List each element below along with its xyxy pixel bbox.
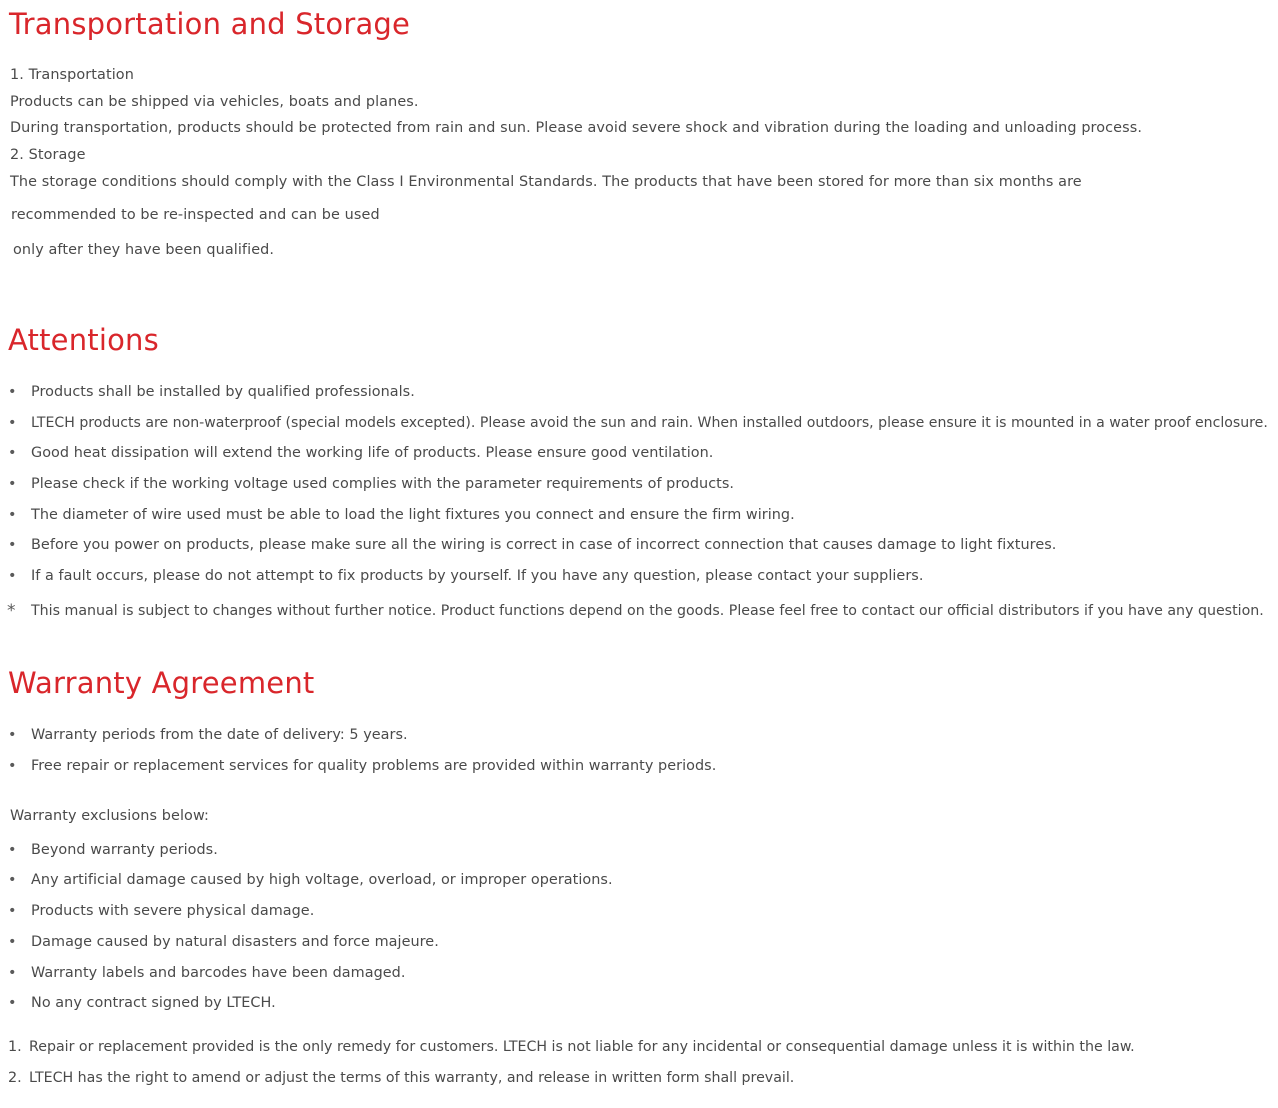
exclusion-item: Products with severe physical damage. [31,903,315,919]
storage-line: recommended to be re-inspected and can be used [11,207,380,223]
exclusion-item: Warranty labels and barcodes have been damaged. [31,965,406,981]
bullet-icon: • [8,507,17,523]
bullet-icon: • [8,903,17,919]
bullet-icon: • [8,568,17,584]
transport-line: Products can be shipped via vehicles, boats and planes. [10,94,419,110]
attention-item: Products shall be installed by qualified professionals. [31,384,415,400]
bullet-icon: • [8,445,17,461]
warranty-term: Repair or replacement provided is the only remedy for customers. LTECH is not liable for any incidental or consequential damage unless it is within the law. [29,1039,1135,1055]
manual-notice: This manual is subject to changes without further notice. Product functions depend on the goods. Please feel free to contact our official distributors if you have any question. [31,603,1264,619]
section-title-transportation: Transportation and Storage [9,7,411,41]
warranty-item: Free repair or replacement services for quality problems are provided within warranty periods. [31,758,717,774]
term-number: 1. [8,1039,22,1055]
exclusion-item: No any contract signed by LTECH. [31,995,276,1011]
section-title-attentions: Attentions [8,323,159,357]
transport-subheading: 1. Transportation [10,67,134,83]
exclusion-item: Beyond warranty periods. [31,842,218,858]
transport-line: During transportation, products should be protected from rain and sun. Please avoid severe shock and vibration during the loading and unloading process. [10,120,1142,136]
storage-line: The storage conditions should comply with the Class I Environmental Standards. The products that have been stored for more than six months are [10,174,1082,190]
bullet-icon: • [8,476,17,492]
attention-item: The diameter of wire used must be able to load the light fixtures you connect and ensure the firm wiring. [31,507,795,523]
term-number: 2. [8,1070,22,1086]
warranty-exclusions-label: Warranty exclusions below: [10,808,209,824]
bullet-icon: • [8,727,17,743]
bullet-icon: • [8,758,17,774]
bullet-icon: • [8,872,17,888]
bullet-icon: • [8,842,17,858]
bullet-icon: • [8,415,17,431]
asterisk-icon: * [7,601,16,621]
bullet-icon: • [8,934,17,950]
attention-item: Good heat dissipation will extend the working life of products. Please ensure good ventilation. [31,445,714,461]
attention-item: Please check if the working voltage used complies with the parameter requirements of products. [31,476,735,492]
bullet-icon: • [8,537,17,553]
attention-item: If a fault occurs, please do not attempt to fix products by yourself. If you have any question, please contact your suppliers. [31,568,924,584]
bullet-icon: • [8,965,17,981]
bullet-icon: • [8,995,17,1011]
storage-subheading: 2. Storage [10,147,86,163]
storage-line: only after they have been qualified. [13,242,275,258]
section-title-warranty: Warranty Agreement [8,666,315,700]
exclusion-item: Damage caused by natural disasters and force majeure. [31,934,439,950]
bullet-icon: • [8,384,17,400]
warranty-term: LTECH has the right to amend or adjust the terms of this warranty, and release in written form shall prevail. [29,1070,795,1086]
attention-item: Before you power on products, please make sure all the wiring is correct in case of incorrect connection that causes damage to light fixtures. [31,537,1057,553]
attention-item: LTECH products are non-waterproof (special models excepted). Please avoid the sun and rain. When installed outdoors, please ensure it is mounted in a water proof enclosure. [31,415,1268,431]
warranty-item: Warranty periods from the date of delivery: 5 years. [31,727,408,743]
exclusion-item: Any artificial damage caused by high voltage, overload, or improper operations. [31,872,613,888]
